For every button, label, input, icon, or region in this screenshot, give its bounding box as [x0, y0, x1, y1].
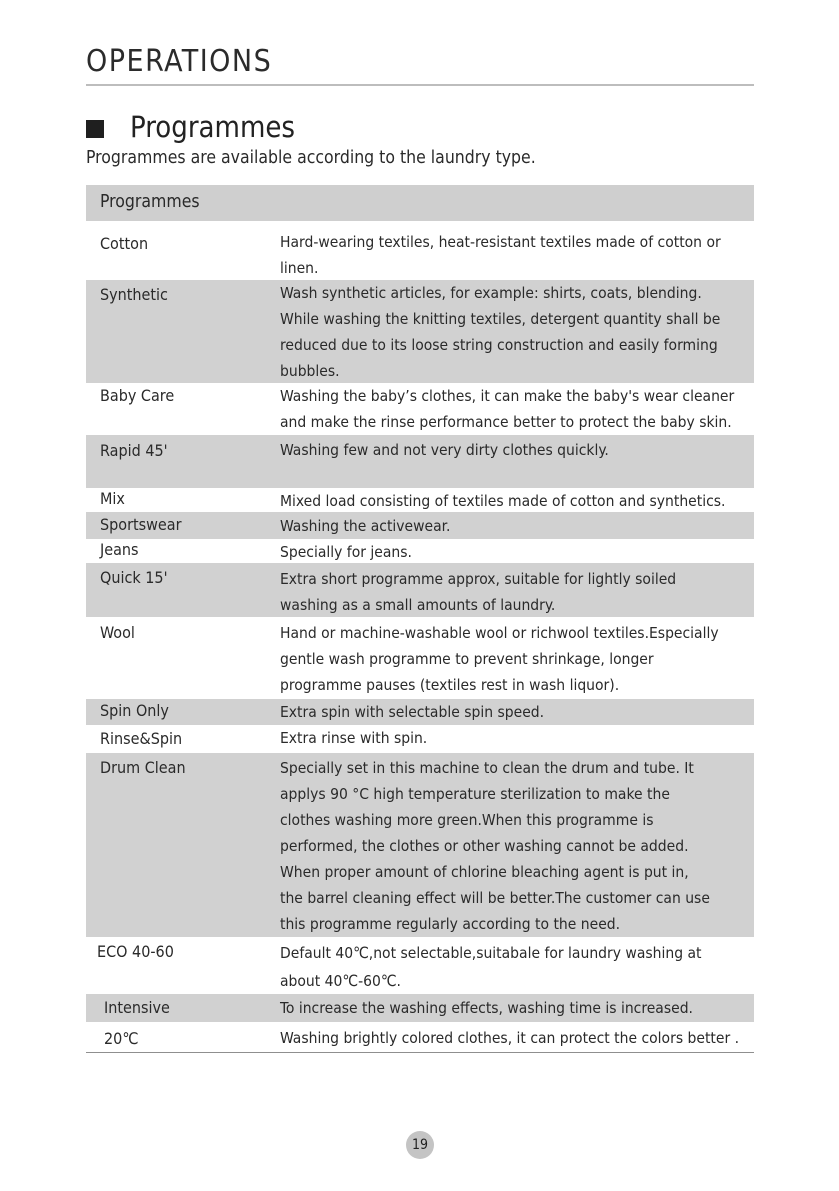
page-number: 19 — [406, 1131, 434, 1159]
table-row — [86, 383, 754, 435]
programmes-table — [86, 185, 754, 1053]
programme-description: Specially for jeans. — [280, 543, 412, 561]
programme-name: Sportswear — [100, 515, 182, 534]
programme-name: ECO 40-60 — [97, 942, 174, 961]
programme-description: Specially set in this machine to clean the drum and tube. It applys 90 °C high temperature sterilization to make the clothes washing more green.When this programme is performed, the clothes or other washing cannot be added. When proper amount of chlorine bleaching agent is put in, the barrel cleaning effect will be better.The customer can use this programme regularly according to the need. — [280, 759, 710, 933]
programme-name: Wool — [100, 623, 135, 642]
programme-name: Drum Clean — [100, 758, 186, 777]
programme-description: Washing the activewear. — [280, 517, 451, 535]
programme-name: Jeans — [100, 540, 139, 559]
programme-description: Extra rinse with spin. — [280, 729, 428, 747]
square-bullet-icon — [86, 120, 104, 138]
table-row — [86, 725, 754, 753]
table-row — [86, 563, 754, 617]
section-heading — [86, 110, 295, 144]
page-title: OPERATIONS — [86, 44, 273, 79]
table-header: Programmes — [86, 185, 754, 221]
table-row — [86, 512, 754, 539]
table-row — [86, 435, 754, 488]
table-row — [86, 488, 754, 512]
table-row — [86, 753, 754, 937]
table-bottom-rule — [86, 1052, 754, 1053]
programme-name: Mix — [100, 489, 125, 508]
table-row — [86, 1022, 754, 1053]
programme-name: Baby Care — [100, 386, 175, 405]
table-row — [86, 539, 754, 563]
programme-name: Rapid 45' — [100, 441, 168, 460]
table-row — [86, 617, 754, 699]
programme-description: Default 40℃,not selectable,suitabale for laundry washing at about 40℃-60℃. — [280, 944, 702, 990]
programme-name: Synthetic — [100, 285, 168, 304]
section-title: Programmes — [130, 110, 296, 144]
table-row — [86, 994, 754, 1022]
table-row — [86, 280, 754, 383]
programme-description: Extra short programme approx, suitable for lightly soiled washing as a small amounts of laundry. — [280, 570, 677, 614]
programme-description: Wash synthetic articles, for example: shirts, coats, blending. While washing the knitting textiles, detergent quantity shall be reduced due to its loose string construction and easily forming bubbles. — [280, 284, 721, 380]
table-row — [86, 937, 754, 994]
programme-name: Rinse&Spin — [100, 729, 183, 748]
intro-text: Programmes are available according to the laundry type. — [86, 148, 536, 168]
programme-description: Mixed load consisting of textiles made of cotton and synthetics. — [280, 492, 726, 510]
programme-description: Washing few and not very dirty clothes quickly. — [280, 441, 609, 459]
programme-description: Washing the baby’s clothes, it can make the baby's wear cleaner and make the rinse performance better to protect the baby skin. — [280, 387, 735, 431]
programme-name: 20℃ — [104, 1029, 139, 1048]
title-rule — [86, 84, 754, 86]
programme-name: Quick 15' — [100, 568, 168, 587]
programme-name: Intensive — [104, 998, 170, 1017]
programme-description: Hand or machine-washable wool or richwool textiles.Especially gentle wash programme to prevent shrinkage, longer programme pauses (textiles rest in wash liquor). — [280, 624, 719, 694]
programme-description: Extra spin with selectable spin speed. — [280, 703, 545, 721]
programme-description: Washing brightly colored clothes, it can protect the colors better . — [280, 1029, 740, 1047]
table-row — [86, 699, 754, 725]
programme-description: Hard-wearing textiles, heat-resistant textiles made of cotton or linen. — [280, 233, 721, 277]
programme-name: Cotton — [100, 234, 149, 253]
programme-name: Spin Only — [100, 701, 169, 720]
programme-description: To increase the washing effects, washing time is increased. — [280, 999, 693, 1017]
table-row — [86, 221, 754, 280]
